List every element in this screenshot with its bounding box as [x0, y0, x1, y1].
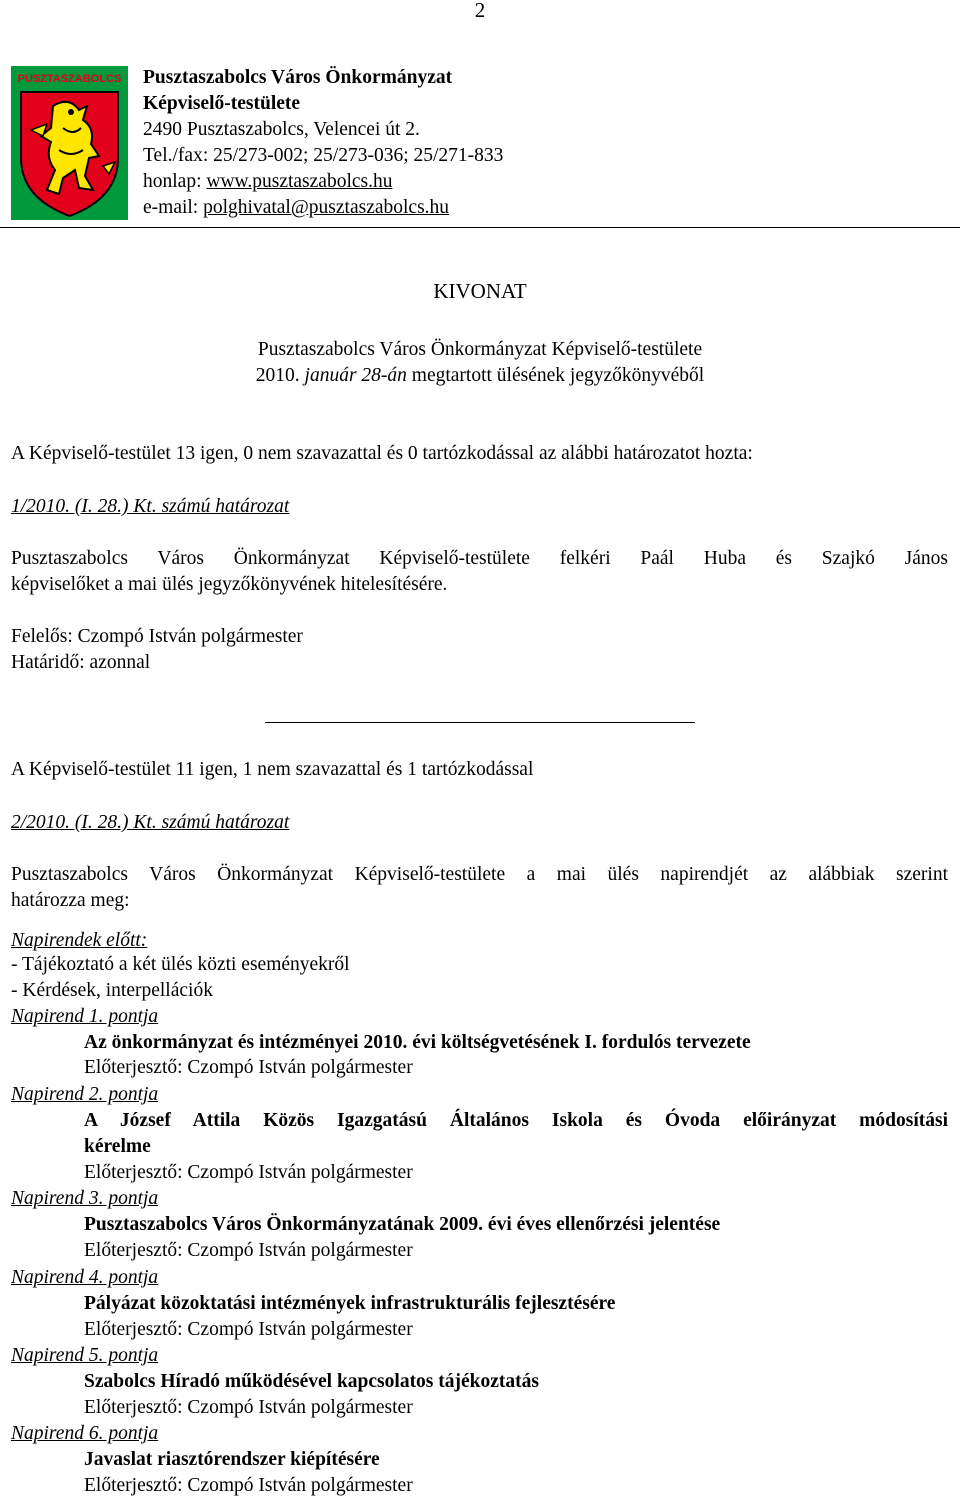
- website-line: [143, 169, 503, 195]
- agenda-label-2-b: pontja: [103, 1084, 159, 1105]
- agenda-label-2-a: Napirend 2.: [11, 1084, 104, 1105]
- header-divider: [0, 227, 960, 228]
- meeting-date: január 28-án: [299, 365, 407, 386]
- resolution1-body-line2: képviselőket a mai ülés jegyzőkönyvének hitelesítésére.: [11, 574, 448, 595]
- meeting-year: 2010.: [255, 365, 300, 386]
- pre-agenda-item: - Tájékoztató a két ülés közti eseményekről: [11, 954, 350, 975]
- svg-text:PUSZTASZABOLCS: PUSZTASZABOLCS: [17, 73, 122, 85]
- agenda-presenter-6: Előterjesztő: Czompó István polgármester: [84, 1475, 413, 1496]
- document-title: KIVONAT: [433, 279, 527, 303]
- section-separator: [265, 722, 695, 723]
- resolution1-body-line1: Pusztaszabolcs Város Önkormányzat Képviselő-testülete felkéri Paál Huba és Szajkó János: [11, 548, 948, 569]
- agenda-title-5: Szabolcs Híradó működésével kapcsolatos tájékoztatás: [84, 1371, 539, 1392]
- agenda-label-3-a: Napirend 3.: [11, 1188, 104, 1209]
- agenda-label-2: [11, 1082, 158, 1108]
- pre-agenda-item: - Kérdések, interpellációk: [11, 980, 213, 1001]
- resolution2-number-b: Kt. számú határozat: [128, 812, 290, 833]
- pre-agenda-heading: [11, 928, 147, 954]
- agenda-label-3: [11, 1186, 158, 1212]
- agenda-title-6: Javaslat riasztórendszer kiépítésére: [84, 1449, 380, 1470]
- resolution1-number: [11, 494, 289, 520]
- meeting-date-line: [0, 363, 960, 389]
- agenda-label-4: [11, 1265, 158, 1291]
- resolution2-number: [11, 810, 289, 836]
- agenda-label-6: [11, 1421, 158, 1447]
- pre-agenda-heading-b: előtt:: [101, 930, 148, 951]
- agenda-title-1: Az önkormányzat és intézményei 2010. évi költségvetésének I. fordulós tervezete: [84, 1032, 751, 1053]
- email-label: e-mail:: [143, 197, 204, 218]
- page-number: 2: [474, 0, 486, 22]
- website-label: honlap:: [143, 171, 207, 192]
- resolution1-vote: A Képviselő-testület 13 igen, 0 nem szavazattal és 0 tartózkodással az alábbi határozatot hozta:: [11, 443, 753, 464]
- agenda-label-5-b: pontja: [103, 1345, 159, 1366]
- resolution1-deadline: Határidő: azonnal: [11, 652, 151, 673]
- email-link[interactable]: polghivatal@pusztaszabolcs.hu: [203, 197, 450, 218]
- resolution1-number-b: Kt. számú határozat: [128, 496, 290, 517]
- resolution1-number-a: 1/2010. (I. 28.): [11, 496, 129, 517]
- agenda-label-3-b: pontja: [103, 1188, 159, 1209]
- agenda-title-2-line2: kérelme: [84, 1136, 151, 1157]
- agenda-presenter-1: Előterjesztő: Czompó István polgármester: [84, 1057, 413, 1078]
- coat-of-arms-logo: [11, 66, 128, 220]
- agenda-label-5: [11, 1343, 158, 1369]
- resolution2-body-line1: Pusztaszabolcs Város Önkormányzat Képviselő-testülete a mai ülés napirendjét az alábbiak szerint: [11, 864, 948, 885]
- agenda-label-6-b: pontja: [103, 1423, 159, 1444]
- agenda-title-4: Pályázat közoktatási intézmények infrastrukturális fejlesztésére: [84, 1293, 616, 1314]
- agenda-label-1-a: Napirend 1.: [11, 1006, 104, 1027]
- document-subtitle: Pusztaszabolcs Város Önkormányzat Képviselő-testülete: [257, 339, 703, 360]
- agenda-label-6-a: Napirend 6.: [11, 1423, 104, 1444]
- website-link[interactable]: www.pusztaszabolcs.hu: [206, 171, 393, 192]
- address: 2490 Pusztaszabolcs, Velencei út 2.: [143, 119, 420, 140]
- resolution2-body-line2: határozza meg:: [11, 890, 130, 911]
- agenda-presenter-2: Előterjesztő: Czompó István polgármester: [84, 1162, 413, 1183]
- agenda-presenter-5: Előterjesztő: Czompó István polgármester: [84, 1397, 413, 1418]
- phone: Tel./fax: 25/273-002; 25/273-036; 25/271-833: [143, 145, 504, 166]
- agenda-presenter-3: Előterjesztő: Czompó István polgármester: [84, 1240, 413, 1261]
- agenda-title-3: Pusztaszabolcs Város Önkormányzatának 2009. évi éves ellenőrzési jelentése: [84, 1214, 721, 1235]
- email-line: [143, 195, 503, 221]
- org-name: Pusztaszabolcs Város Önkormányzat: [143, 67, 453, 88]
- org-body: Képviselő-testülete: [143, 93, 301, 114]
- meeting-rest: megtartott ülésének jegyzőkönyvéből: [406, 365, 705, 386]
- agenda-label-5-a: Napirend 5.: [11, 1345, 104, 1366]
- agenda-presenter-4: Előterjesztő: Czompó István polgármester: [84, 1319, 413, 1340]
- resolution1-responsible: Felelős: Czompó István polgármester: [11, 626, 303, 647]
- resolution2-vote: A Képviselő-testület 11 igen, 1 nem szavazattal és 1 tartózkodással: [11, 759, 534, 780]
- agenda-label-1: [11, 1004, 158, 1030]
- agenda-label-4-b: pontja: [103, 1267, 159, 1288]
- letterhead: [143, 65, 503, 221]
- resolution2-number-a: 2/2010. (I. 28.): [11, 812, 129, 833]
- agenda-title-2-line1: A József Attila Közös Igazgatású Általános Iskola és Óvoda előirányzat módosítási: [84, 1110, 948, 1131]
- agenda-label-1-b: pontja: [103, 1006, 159, 1027]
- agenda-label-4-a: Napirend 4.: [11, 1267, 104, 1288]
- pre-agenda-heading-a: Napirendek: [11, 930, 102, 951]
